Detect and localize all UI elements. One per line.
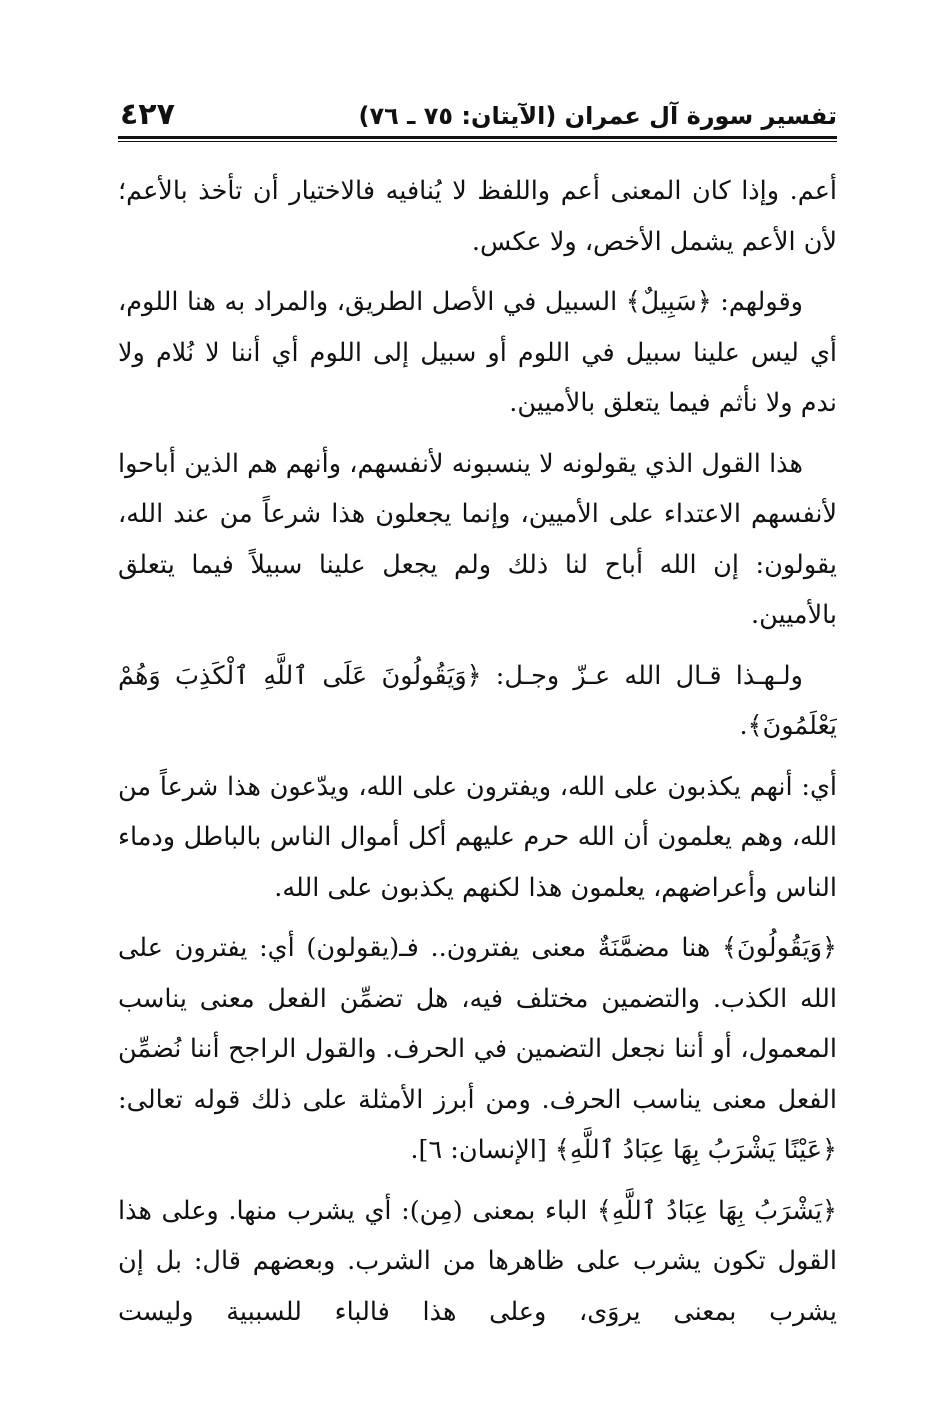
header-rule-thick [118,136,837,139]
paragraph-3: هذا القول الذي يقولونه لا ينسبونه لأنفسهم، وأنهم هم الذين أباحوا لأنفسهم الاعتداء على الأميين، وإنما يجعلون هذا شرعاً من عند الله، يقولون: إن الله أباح لنا ذلك ولم يجعل علينا سبيلاً فيما يتعلق بالأميين. [118,448,837,630]
paragraph-6: ﴿وَيَقُولُونَ﴾ هنا مضمَّنَةٌ معنى يفترون.. فـ(يقولون) أي: يفترون على الله الكذب. والتضمين مختلف فيه، هل تضمِّن الفعل معنى يناسب المعمول، أو أننا نجعل التضمين في الحرف. والقول الراجح أننا نُضمِّن الفعل معنى يناسب الحرف. ومن أبرز الأمثلة على ذلك قوله تعالى: ﴿عَيْنًا يَشْرَبُ بِهَا عِبَادُ ٱللَّهِ﴾ [الإنسان: ٦]. [118,933,837,1165]
page-number: ٤٢٧ [120,97,175,132]
paragraph-5: أي: أنهم يكذبون على الله، ويفترون على الله، ويدّعون هذا شرعاً من الله، وهم يعلمون أن الله حرم عليهم أكل أموال الناس بالباطل ودماء الناس وأعراضهم، يعلمون هذا لكنهم يكذبون على الله. [118,771,837,903]
paragraph-7: ﴿يَشْرَبُ بِهَا عِبَادُ ٱللَّهِ﴾ الباء بمعنى (مِن): أي يشرب منها. وعلى هذا القول تكون يشرب على ظاهرها من الشرب. وبعضهم قال: بل إن يشرب بمعنى يروَى، وعلى هذا فالباء للسببية وليست [118,1195,837,1327]
paragraph-4: ولـهـذا قـال الله عـزّ وجـل: ﴿وَيَقُولُونَ عَلَى ٱللَّهِ ٱلْكَذِبَ وَهُمْ يَعْلَمُونَ﴾. [118,660,837,741]
running-title: تفسير سورة آل عمران (الآيتان: ٧٥ ـ ٧٦) [358,102,837,130]
header-rule-thin [118,141,837,142]
paragraph-2: وقولهم: ﴿سَبِيلٌ﴾ السبيل في الأصل الطريق، والمراد به هنا اللوم، أي ليس علينا سبيل في اللوم أو سبيل إلى اللوم أي أننا لا نُلام ولا ندم ولا نأثم فيما يتعلق بالأميين. [118,287,837,418]
paragraph-1: أعم. وإذا كان المعنى أعم واللفظ لا يُنافيه فالاختيار أن تأخذ بالأعم؛ لأن الأعم يشمل الأخص، ولا عكس. [118,176,837,257]
page-body [118,166,837,1346]
page-header [120,92,837,132]
